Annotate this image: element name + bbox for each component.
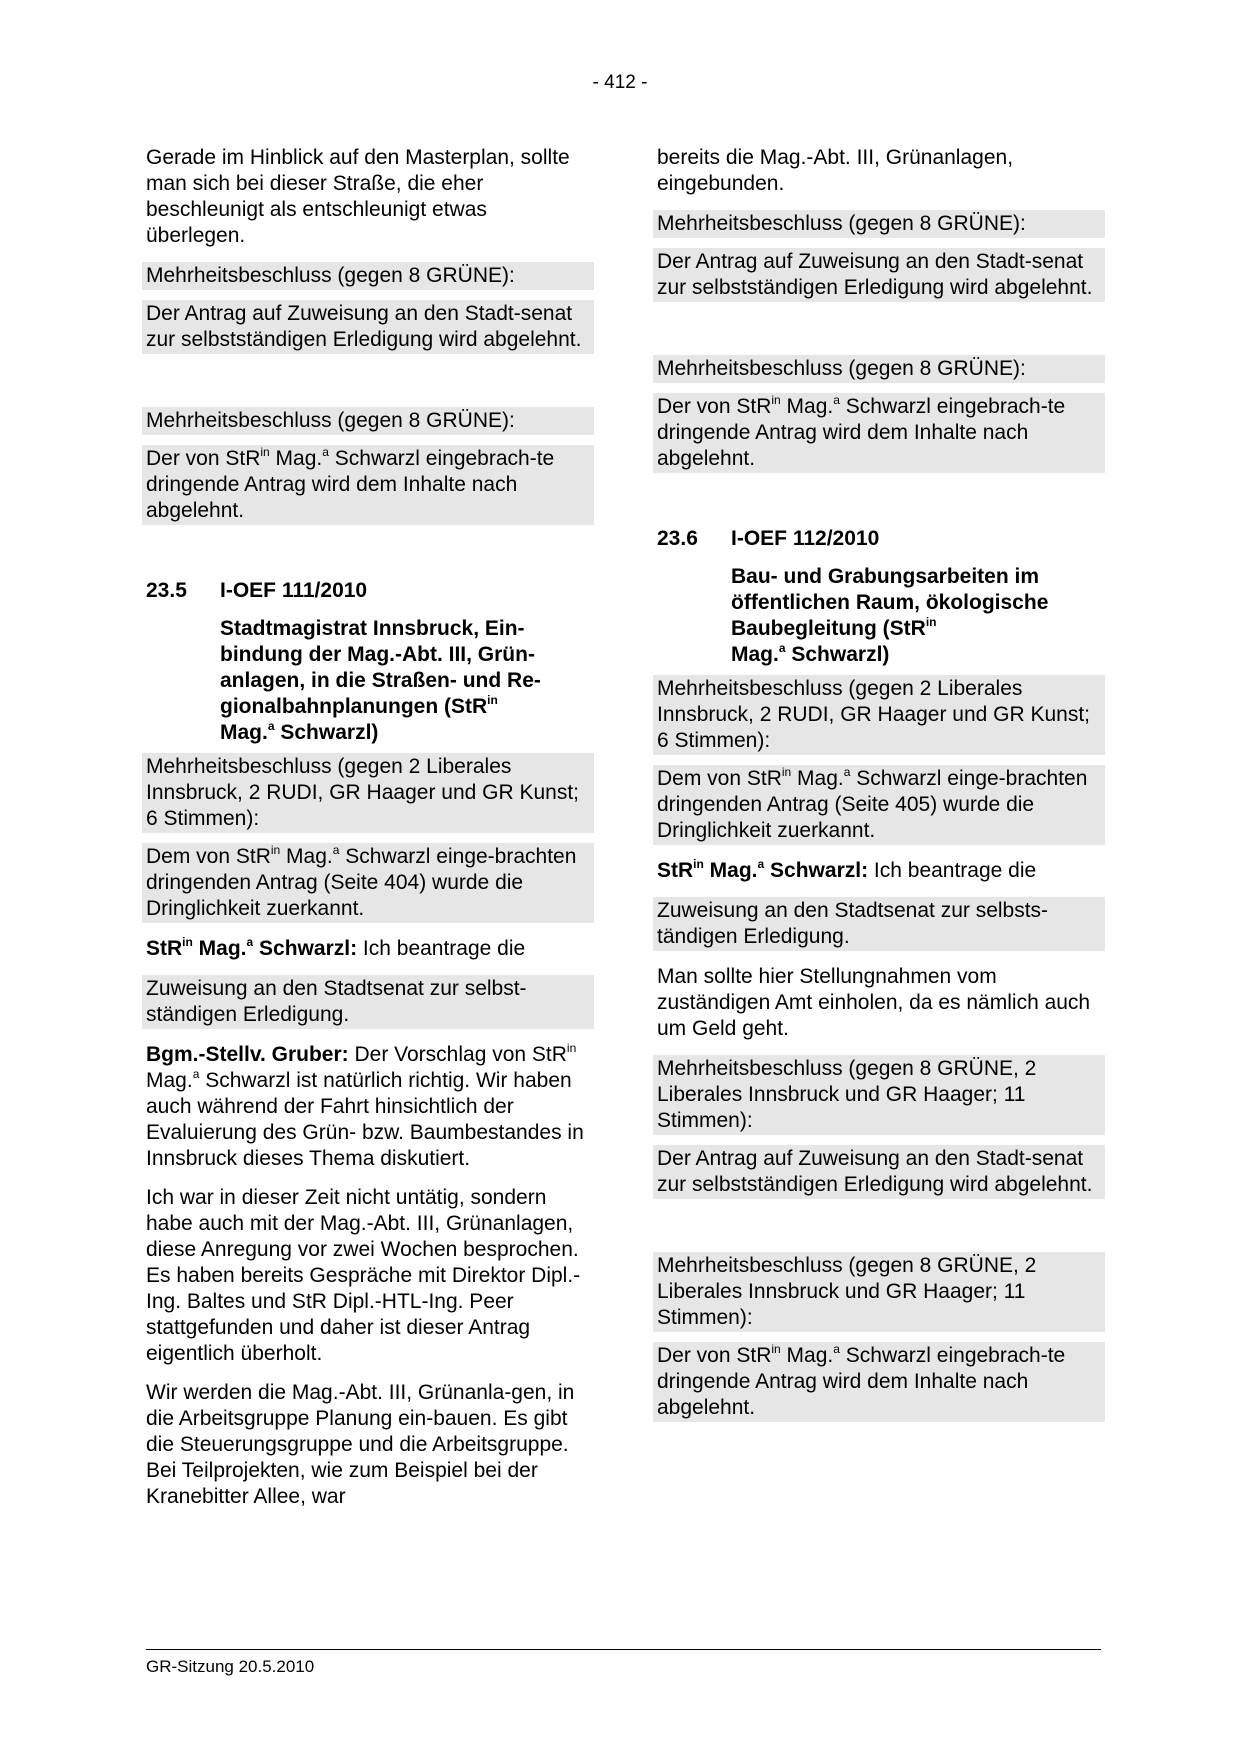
- decision-heading: Mehrheitsbeschluss (gegen 8 GRÜNE, 2 Liberales Innsbruck und GR Haager; 11 Stimmen):: [653, 1252, 1105, 1332]
- proposal-text: Zuweisung an den Stadtsenat zur selbst-ständigen Erledigung.: [142, 975, 594, 1029]
- decision-text: Der von StR$^{in}$ Mag.$^a$ Schwarzl eingebrach-te dringende Antrag wird dem Inhalte nach abgelehnt.: [653, 393, 1105, 473]
- section-code: I-OEF 111/2010: [220, 579, 368, 602]
- paragraph: Ich war in dieser Zeit nicht untätig, sondern habe auch mit der Mag.-Abt. III, Grünanlagen, diese Anregung vor zwei Wochen besprochen. Es haben bereits Gespräche mit Direktor Dipl.-Ing. Baltes und StR Dipl.-HTL-Ing. Peer stattgefunden und daher ist dieser Antrag eigentlich überholt.: [146, 1186, 581, 1365]
- section-heading: [657, 526, 1101, 552]
- decision-text: Der Antrag auf Zuweisung an den Stadt-senat zur selbstständigen Erledigung wird abgelehnt.: [142, 300, 594, 354]
- speaker-statement: StR$^{in}$ Mag.$^a$ Schwarzl: Ich beantrage die: [657, 857, 1037, 882]
- section-title: Bau- und Grabungsarbeiten im öffentlichen Raum, ökologische Baubegleitung (StR$^{in}$ Mag.$^a$ Schwarzl): [731, 565, 1049, 666]
- decision-text: Dem von StR$^{in}$ Mag.$^a$ Schwarzl einge-brachten dringenden Antrag (Seite 405) wurde die Dringlichkeit zuerkannt.: [653, 765, 1105, 845]
- section-title: Stadtmagistrat Innsbruck, Ein-bindung der Mag.-Abt. III, Grün-anlagen, in die Straßen- und Re-gionalbahnplanungen (StR$^{in}$ Mag.$^a$ Schwarzl): [220, 617, 541, 744]
- paragraph: Man sollte hier Stellungnahmen vom zuständigen Amt einholen, da es nämlich auch um Geld geht.: [657, 965, 1091, 1040]
- speaker-statement: Bgm.-Stellv. Gruber: Der Vorschlag von StR$^{in}$ Mag.$^a$ Schwarzl ist natürlich richtig. Wir haben auch während der Fahrt hinsichtlich der Evaluierung des Grün- bzw. Baumbestandes in Innsbruck dieses Thema diskutiert.: [146, 1041, 584, 1170]
- decision-heading: Mehrheitsbeschluss (gegen 8 GRÜNE, 2 Liberales Innsbruck und GR Haager; 11 Stimmen):: [653, 1055, 1105, 1135]
- decision-text: Der von StR$^{in}$ Mag.$^a$ Schwarzl eingebrach-te dringende Antrag wird dem Inhalte nach abgelehnt.: [142, 445, 594, 525]
- decision-heading: Mehrheitsbeschluss (gegen 2 Liberales Innsbruck, 2 RUDI, GR Haager und GR Kunst; 6 Stimmen):: [142, 753, 594, 833]
- section-heading: [146, 578, 590, 604]
- decision-heading: Mehrheitsbeschluss (gegen 2 Liberales Innsbruck, 2 RUDI, GR Haager und GR Kunst; 6 Stimmen):: [653, 675, 1105, 755]
- section-number: 23.5: [146, 579, 187, 602]
- paragraph: Wir werden die Mag.-Abt. III, Grünanla-gen, in die Arbeitsgruppe Planung ein-bauen. Es gibt die Steuerungsgruppe und die Arbeitsgruppe. Bei Teilprojekten, wie zum Beispiel bei der Kranebitter Allee, war: [146, 1381, 575, 1508]
- proposal-text: Zuweisung an den Stadtsenat zur selbsts-tändigen Erledigung.: [653, 897, 1105, 951]
- decision-heading: Mehrheitsbeschluss (gegen 8 GRÜNE):: [653, 355, 1105, 383]
- decision-heading: Mehrheitsbeschluss (gegen 8 GRÜNE):: [142, 262, 594, 290]
- decision-text: Der Antrag auf Zuweisung an den Stadt-senat zur selbstständigen Erledigung wird abgelehnt.: [653, 248, 1105, 302]
- footer-divider: [146, 1649, 1101, 1650]
- left-column: [146, 145, 590, 1523]
- decision-text: Der von StR$^{in}$ Mag.$^a$ Schwarzl eingebrach-te dringende Antrag wird dem Inhalte nach abgelehnt.: [653, 1342, 1105, 1422]
- right-intro-paragraph: bereits die Mag.-Abt. III, Grünanlagen, eingebunden.: [657, 146, 1014, 195]
- speaker-statement: StR$^{in}$ Mag.$^a$ Schwarzl: Ich beantrage die: [146, 935, 526, 960]
- decision-heading: Mehrheitsbeschluss (gegen 8 GRÜNE):: [653, 210, 1105, 238]
- left-intro-paragraph: Gerade im Hinblick auf den Masterplan, sollte man sich bei dieser Straße, die eher beschleunigt als entschleunigt etwas überlegen.: [146, 146, 570, 247]
- page-number: - 412 -: [592, 72, 648, 93]
- decision-heading: Mehrheitsbeschluss (gegen 8 GRÜNE):: [142, 407, 594, 435]
- section-number: 23.6: [657, 527, 698, 550]
- decision-text: Der Antrag auf Zuweisung an den Stadt-senat zur selbstständigen Erledigung wird abgelehnt.: [653, 1145, 1105, 1199]
- decision-text: Dem von StR$^{in}$ Mag.$^a$ Schwarzl einge-brachten dringenden Antrag (Seite 404) wurde die Dringlichkeit zuerkannt.: [142, 843, 594, 923]
- right-column: [657, 145, 1101, 1435]
- section-code: I-OEF 112/2010: [731, 527, 880, 550]
- footer-text: GR-Sitzung 20.5.2010: [146, 1657, 315, 1676]
